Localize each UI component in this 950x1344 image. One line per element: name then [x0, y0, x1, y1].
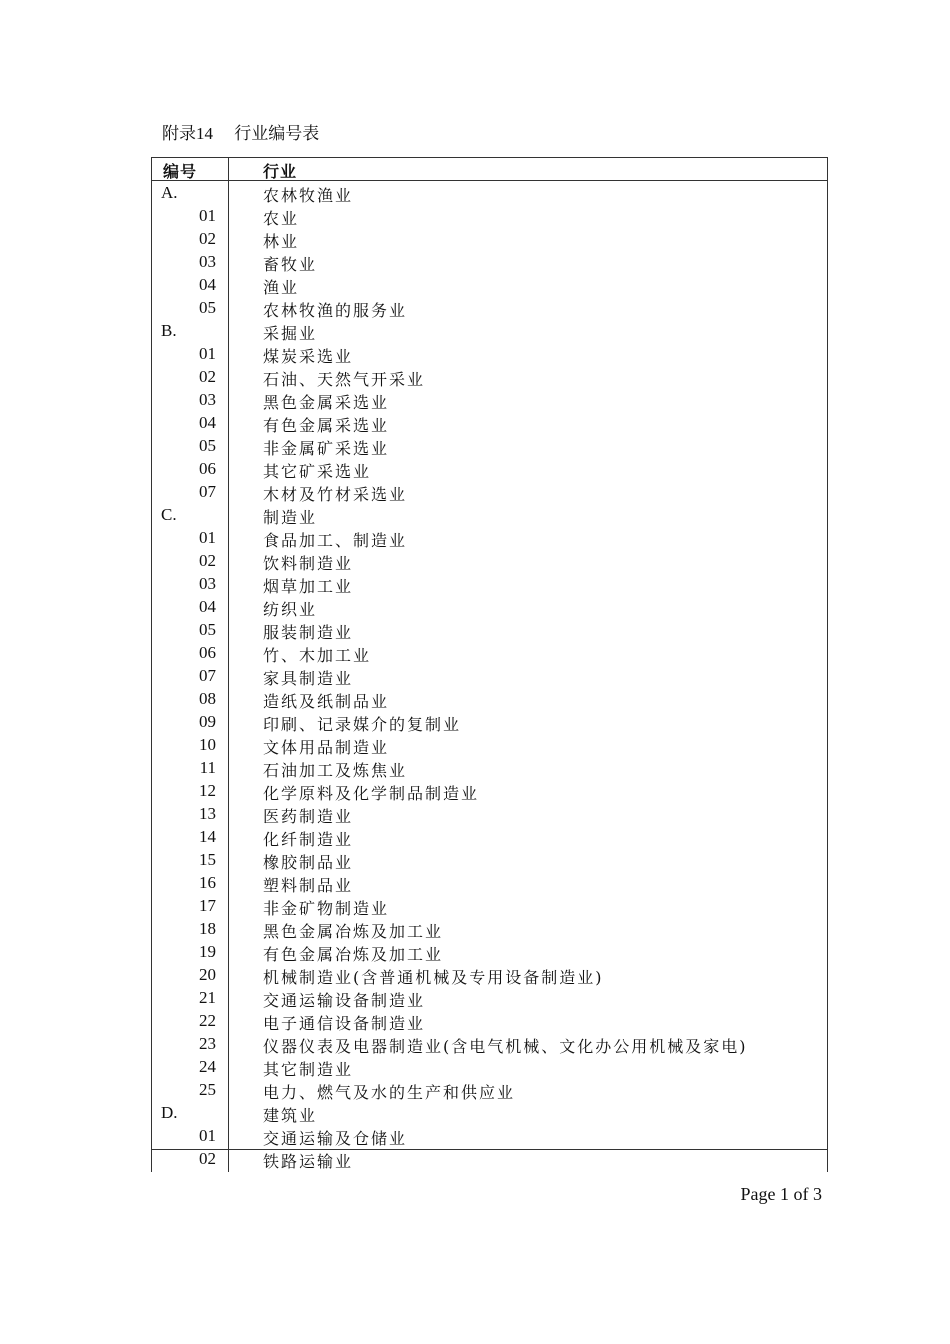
- industry-name: 塑料制品业: [263, 876, 354, 895]
- table-row: [151, 457, 828, 480]
- industry-name: 其它制造业: [263, 1060, 354, 1079]
- item-code: 03: [199, 390, 216, 409]
- column-header-industry: 行业: [263, 162, 298, 181]
- industry-name: 林业: [263, 232, 300, 251]
- item-code: 16: [199, 873, 216, 892]
- table-row: [151, 664, 828, 687]
- table-row: [151, 273, 828, 296]
- item-code: 02: [199, 229, 216, 248]
- item-code: 15: [199, 850, 216, 869]
- item-code: 18: [199, 919, 216, 938]
- item-code: 08: [199, 689, 216, 708]
- table-row: [151, 894, 828, 917]
- item-code: 03: [199, 252, 216, 271]
- industry-name: 石油加工及炼焦业: [263, 761, 408, 780]
- item-code: 01: [199, 528, 216, 547]
- industry-name: 纺织业: [263, 600, 318, 619]
- table-row: [151, 756, 828, 779]
- item-code: 03: [199, 574, 216, 593]
- table-row: [151, 319, 828, 342]
- industry-name: 烟草加工业: [263, 577, 354, 596]
- table-row: [151, 1147, 828, 1170]
- item-code: 01: [199, 344, 216, 363]
- industry-name: 造纸及纸制品业: [263, 692, 390, 711]
- item-code: 04: [199, 597, 216, 616]
- item-code: 07: [199, 482, 216, 501]
- industry-name: 家具制造业: [263, 669, 354, 688]
- industry-name: 畜牧业: [263, 255, 318, 274]
- table-row: [151, 227, 828, 250]
- section-code: A.: [161, 183, 178, 202]
- industry-name: 农林牧渔业: [263, 186, 354, 205]
- table-row: [151, 434, 828, 457]
- item-code: 07: [199, 666, 216, 685]
- industry-name: 建筑业: [263, 1106, 318, 1125]
- item-code: 23: [199, 1034, 216, 1053]
- table-row: [151, 388, 828, 411]
- table-row: [151, 618, 828, 641]
- industry-name: 煤炭采选业: [263, 347, 354, 366]
- industry-name: 渔业: [263, 278, 300, 297]
- item-code: 12: [199, 781, 216, 800]
- industry-name: 石油、天然气开采业: [263, 370, 426, 389]
- item-code: 10: [199, 735, 216, 754]
- item-code: 05: [199, 620, 216, 639]
- item-code: 06: [199, 459, 216, 478]
- table-row: [151, 181, 828, 204]
- item-code: 04: [199, 275, 216, 294]
- table-row: [151, 940, 828, 963]
- industry-name: 电子通信设备制造业: [263, 1014, 426, 1033]
- table-row: [151, 871, 828, 894]
- item-code: 22: [199, 1011, 216, 1030]
- item-code: 25: [199, 1080, 216, 1099]
- table-row: [151, 503, 828, 526]
- table-row: [151, 779, 828, 802]
- item-code: 06: [199, 643, 216, 662]
- item-code: 01: [199, 1126, 216, 1145]
- item-code: 11: [199, 758, 216, 777]
- item-code: 17: [199, 896, 216, 915]
- industry-name: 采掘业: [263, 324, 318, 343]
- item-code: 02: [199, 367, 216, 386]
- table-row: [151, 733, 828, 756]
- item-code: 24: [199, 1057, 216, 1076]
- section-code: D.: [161, 1103, 178, 1122]
- table-row: [151, 595, 828, 618]
- table-row: [151, 365, 828, 388]
- table-row: [151, 1124, 828, 1147]
- industry-name: 制造业: [263, 508, 318, 527]
- table-row: [151, 802, 828, 825]
- industry-name: 橡胶制品业: [263, 853, 354, 872]
- item-code: 09: [199, 712, 216, 731]
- table-row: [151, 1078, 828, 1101]
- industry-name: 有色金属冶炼及加工业: [263, 945, 444, 964]
- table-row: [151, 1101, 828, 1124]
- table-row: [151, 641, 828, 664]
- table-row: [151, 710, 828, 733]
- industry-name: 农业: [263, 209, 300, 228]
- industry-name: 交通运输设备制造业: [263, 991, 426, 1010]
- column-header-code: 编号: [163, 162, 198, 181]
- industry-name: 机械制造业(含普通机械及专用设备制造业): [263, 968, 604, 987]
- table-row: [151, 1032, 828, 1055]
- industry-name: 化纤制造业: [263, 830, 354, 849]
- table-row: [151, 526, 828, 549]
- item-code: 01: [199, 206, 216, 225]
- industry-name: 文体用品制造业: [263, 738, 390, 757]
- table-row: [151, 480, 828, 503]
- page-number: Page 1 of 3: [740, 1184, 822, 1204]
- table-row: [151, 1055, 828, 1078]
- industry-name: 铁路运输业: [263, 1152, 354, 1171]
- item-code: 04: [199, 413, 216, 432]
- industry-name: 食品加工、制造业: [263, 531, 408, 550]
- item-code: 02: [199, 1149, 216, 1168]
- industry-name: 竹、木加工业: [263, 646, 372, 665]
- industry-name: 有色金属采选业: [263, 416, 390, 435]
- item-code: 05: [199, 298, 216, 317]
- industry-name: 非金矿物制造业: [263, 899, 390, 918]
- table-row: [151, 342, 828, 365]
- item-code: 20: [199, 965, 216, 984]
- industry-name: 农林牧渔的服务业: [263, 301, 408, 320]
- section-code: C.: [161, 505, 177, 524]
- item-code: 02: [199, 551, 216, 570]
- table-body: [151, 181, 828, 1170]
- table-row: [151, 848, 828, 871]
- section-code: B.: [161, 321, 177, 340]
- table-row: [151, 986, 828, 1009]
- item-code: 19: [199, 942, 216, 961]
- table-row: [151, 204, 828, 227]
- industry-name: 其它矿采选业: [263, 462, 372, 481]
- industry-name: 化学原料及化学制品制造业: [263, 784, 480, 803]
- item-code: 05: [199, 436, 216, 455]
- table-row: [151, 411, 828, 434]
- industry-name: 非金属矿采选业: [263, 439, 390, 458]
- table-row: [151, 687, 828, 710]
- table-row: [151, 963, 828, 986]
- table-row: [151, 296, 828, 319]
- industry-name: 电力、燃气及水的生产和供应业: [263, 1083, 516, 1102]
- item-code: 21: [199, 988, 216, 1007]
- table-row: [151, 917, 828, 940]
- industry-name: 饮料制造业: [263, 554, 354, 573]
- table-header: [151, 158, 828, 180]
- item-code: 14: [199, 827, 216, 846]
- industry-name: 黑色金属冶炼及加工业: [263, 922, 444, 941]
- industry-name: 交通运输及仓储业: [263, 1129, 408, 1148]
- industry-name: 黑色金属采选业: [263, 393, 390, 412]
- industry-name: 印刷、记录媒介的复制业: [263, 715, 462, 734]
- page-title: 附录14 行业编号表: [162, 124, 320, 143]
- industry-name: 医药制造业: [263, 807, 354, 826]
- table-row: [151, 1009, 828, 1032]
- table-row: [151, 250, 828, 273]
- item-code: 13: [199, 804, 216, 823]
- industry-name: 服装制造业: [263, 623, 354, 642]
- industry-name: 仪器仪表及电器制造业(含电气机械、文化办公用机械及家电): [263, 1037, 748, 1056]
- table-row: [151, 825, 828, 848]
- industry-name: 木材及竹材采选业: [263, 485, 408, 504]
- table-row: [151, 572, 828, 595]
- table-row: [151, 549, 828, 572]
